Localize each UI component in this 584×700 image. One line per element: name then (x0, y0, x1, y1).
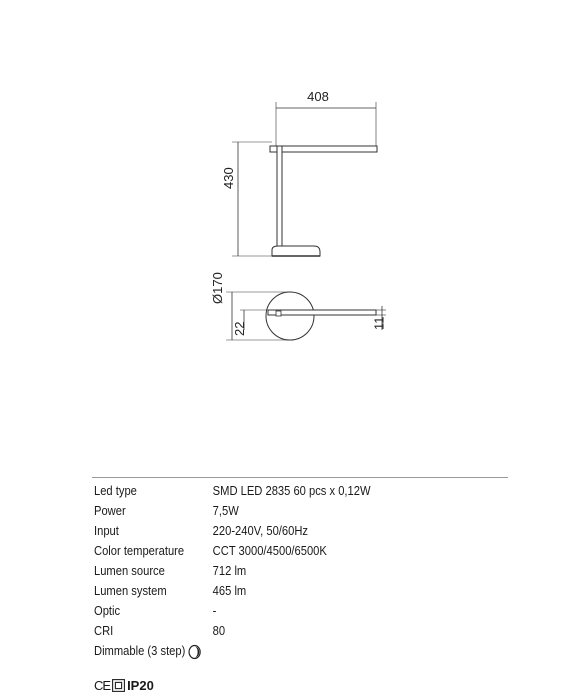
lamp-arm-top (268, 310, 376, 315)
spec-label: Led type (94, 483, 137, 498)
spec-value: CCT 3000/4500/6500K (212, 543, 327, 558)
lamp-base (272, 246, 320, 256)
spec-value: - (212, 603, 217, 618)
base-height-dimension-label: 22 (231, 321, 247, 336)
spec-value: 220-240V, 50/60Hz (212, 523, 309, 538)
spec-label: Input (94, 523, 119, 538)
spec-label: Color temperature (94, 543, 185, 558)
spec-value: 80 (212, 623, 226, 638)
spec-label: Dimmable (3 step) (94, 643, 186, 658)
spec-row-led-type (94, 481, 371, 501)
top-view (226, 292, 386, 340)
dimmable-icon (188, 644, 202, 660)
spec-row-optic (94, 601, 371, 621)
spec-value: 7,5W (212, 503, 239, 518)
spec-label: Optic (94, 603, 121, 618)
lamp-arm (270, 146, 377, 152)
spec-label-with-icon (94, 641, 371, 661)
base-circle (266, 292, 314, 340)
ip-rating: IP20 (127, 677, 154, 693)
ce-mark-icon: CE (94, 677, 111, 693)
certification-marks (94, 676, 154, 694)
spec-value: SMD LED 2835 60 pcs x 0,12W (212, 483, 371, 498)
diameter-dimension-label: Ø170 (210, 272, 226, 304)
spec-label: CRI (94, 623, 114, 638)
spec-label: Lumen system (94, 583, 167, 598)
spec-row-color-temperature (94, 541, 371, 561)
spec-table (94, 481, 371, 661)
spec-row-lumen-system (94, 581, 371, 601)
spec-row-lumen-source (94, 561, 371, 581)
arm-height-dimension-label: 11 (371, 316, 387, 330)
side-view (232, 102, 377, 256)
spec-value: 712 lm (212, 563, 247, 578)
height-dimension-label: 430 (221, 167, 237, 189)
spec-label: Power (94, 503, 126, 518)
spec-row-power (94, 501, 371, 521)
spec-value: 465 lm (212, 583, 247, 598)
lamp-column (277, 146, 282, 248)
column-joint (276, 311, 281, 316)
width-dimension-label: 408 (307, 89, 329, 104)
class-ii-icon (112, 679, 125, 692)
spec-row-dimmable (94, 641, 371, 661)
spec-row-cri (94, 621, 371, 641)
spec-label: Lumen source (94, 563, 165, 578)
spec-row-input (94, 521, 371, 541)
spec-divider (92, 477, 508, 478)
